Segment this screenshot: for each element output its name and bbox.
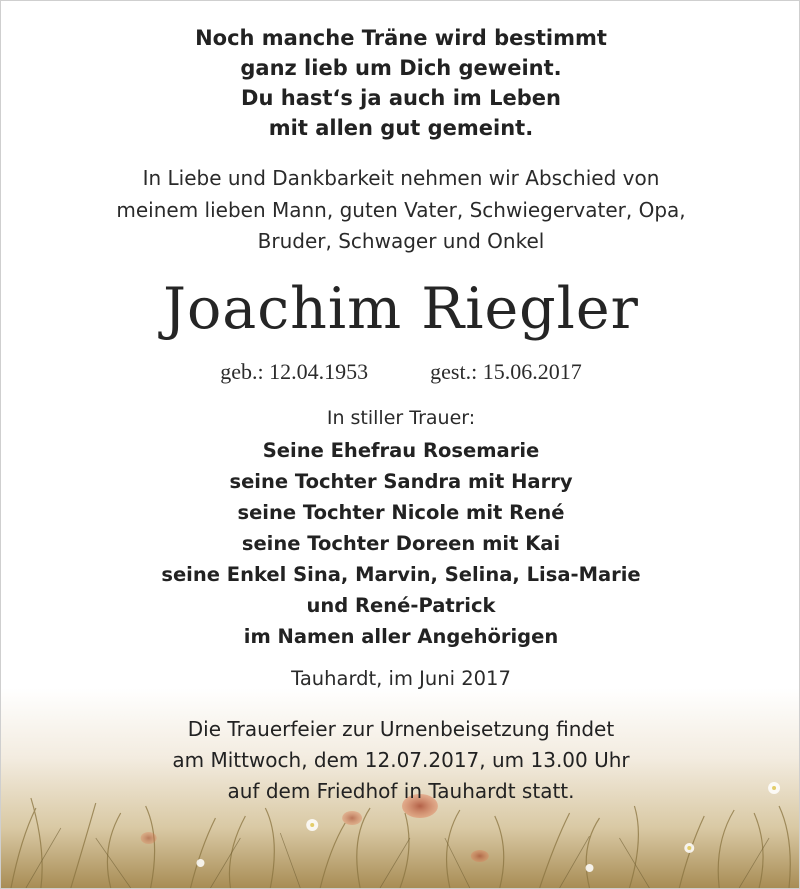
farewell-intro — [1, 163, 800, 258]
mourner-line: und René-Patrick — [306, 594, 496, 617]
death-date: gest.: 15.06.2017 — [430, 359, 582, 384]
obituary-text — [1, 1, 800, 889]
life-dates — [1, 358, 800, 386]
poem-line: Du hast‘s ja auch im Leben — [241, 86, 561, 110]
intro-line: In Liebe und Dankbarkeit nehmen wir Abschied von — [142, 166, 660, 190]
poem-line: mit allen gut gemeint. — [268, 116, 534, 140]
funeral-line: am Mittwoch, dem 12.07.2017, um 13.00 Uhr — [172, 748, 630, 772]
poem-line: ganz lieb um Dich geweint. — [240, 56, 562, 80]
funeral-notice — [1, 714, 800, 807]
mourner-line: Seine Ehefrau Rosemarie — [262, 439, 540, 462]
intro-line: Bruder, Schwager und Onkel — [257, 229, 545, 253]
funeral-line: Die Trauerfeier zur Urnenbeisetzung findet — [187, 717, 615, 741]
mourning-title: In stiller Trauer: — [326, 407, 476, 429]
poem-line: Noch manche Träne wird bestimmt — [195, 26, 607, 50]
memorial-poem — [1, 23, 800, 143]
mourners-list — [1, 435, 800, 652]
intro-line: meinem lieben Mann, guten Vater, Schwiegervater, Opa, — [116, 197, 686, 222]
mourner-line: seine Tochter Doreen mit Kai — [241, 532, 561, 555]
mourner-line: seine Enkel Sina, Marvin, Selina, Lisa-Marie — [161, 563, 641, 586]
birth-date: geb.: 12.04.1953 — [220, 359, 369, 384]
place-and-date: Tauhardt, im Juni 2017 — [291, 667, 511, 690]
mourner-line: seine Tochter Sandra mit Harry — [229, 470, 573, 493]
funeral-line: auf dem Friedhof in Tauhardt statt. — [227, 779, 575, 803]
mourner-line: im Namen aller Angehörigen — [243, 625, 559, 648]
deceased-name: Joachim Riegler — [163, 276, 639, 342]
mourner-line: seine Tochter Nicole mit René — [237, 501, 565, 524]
